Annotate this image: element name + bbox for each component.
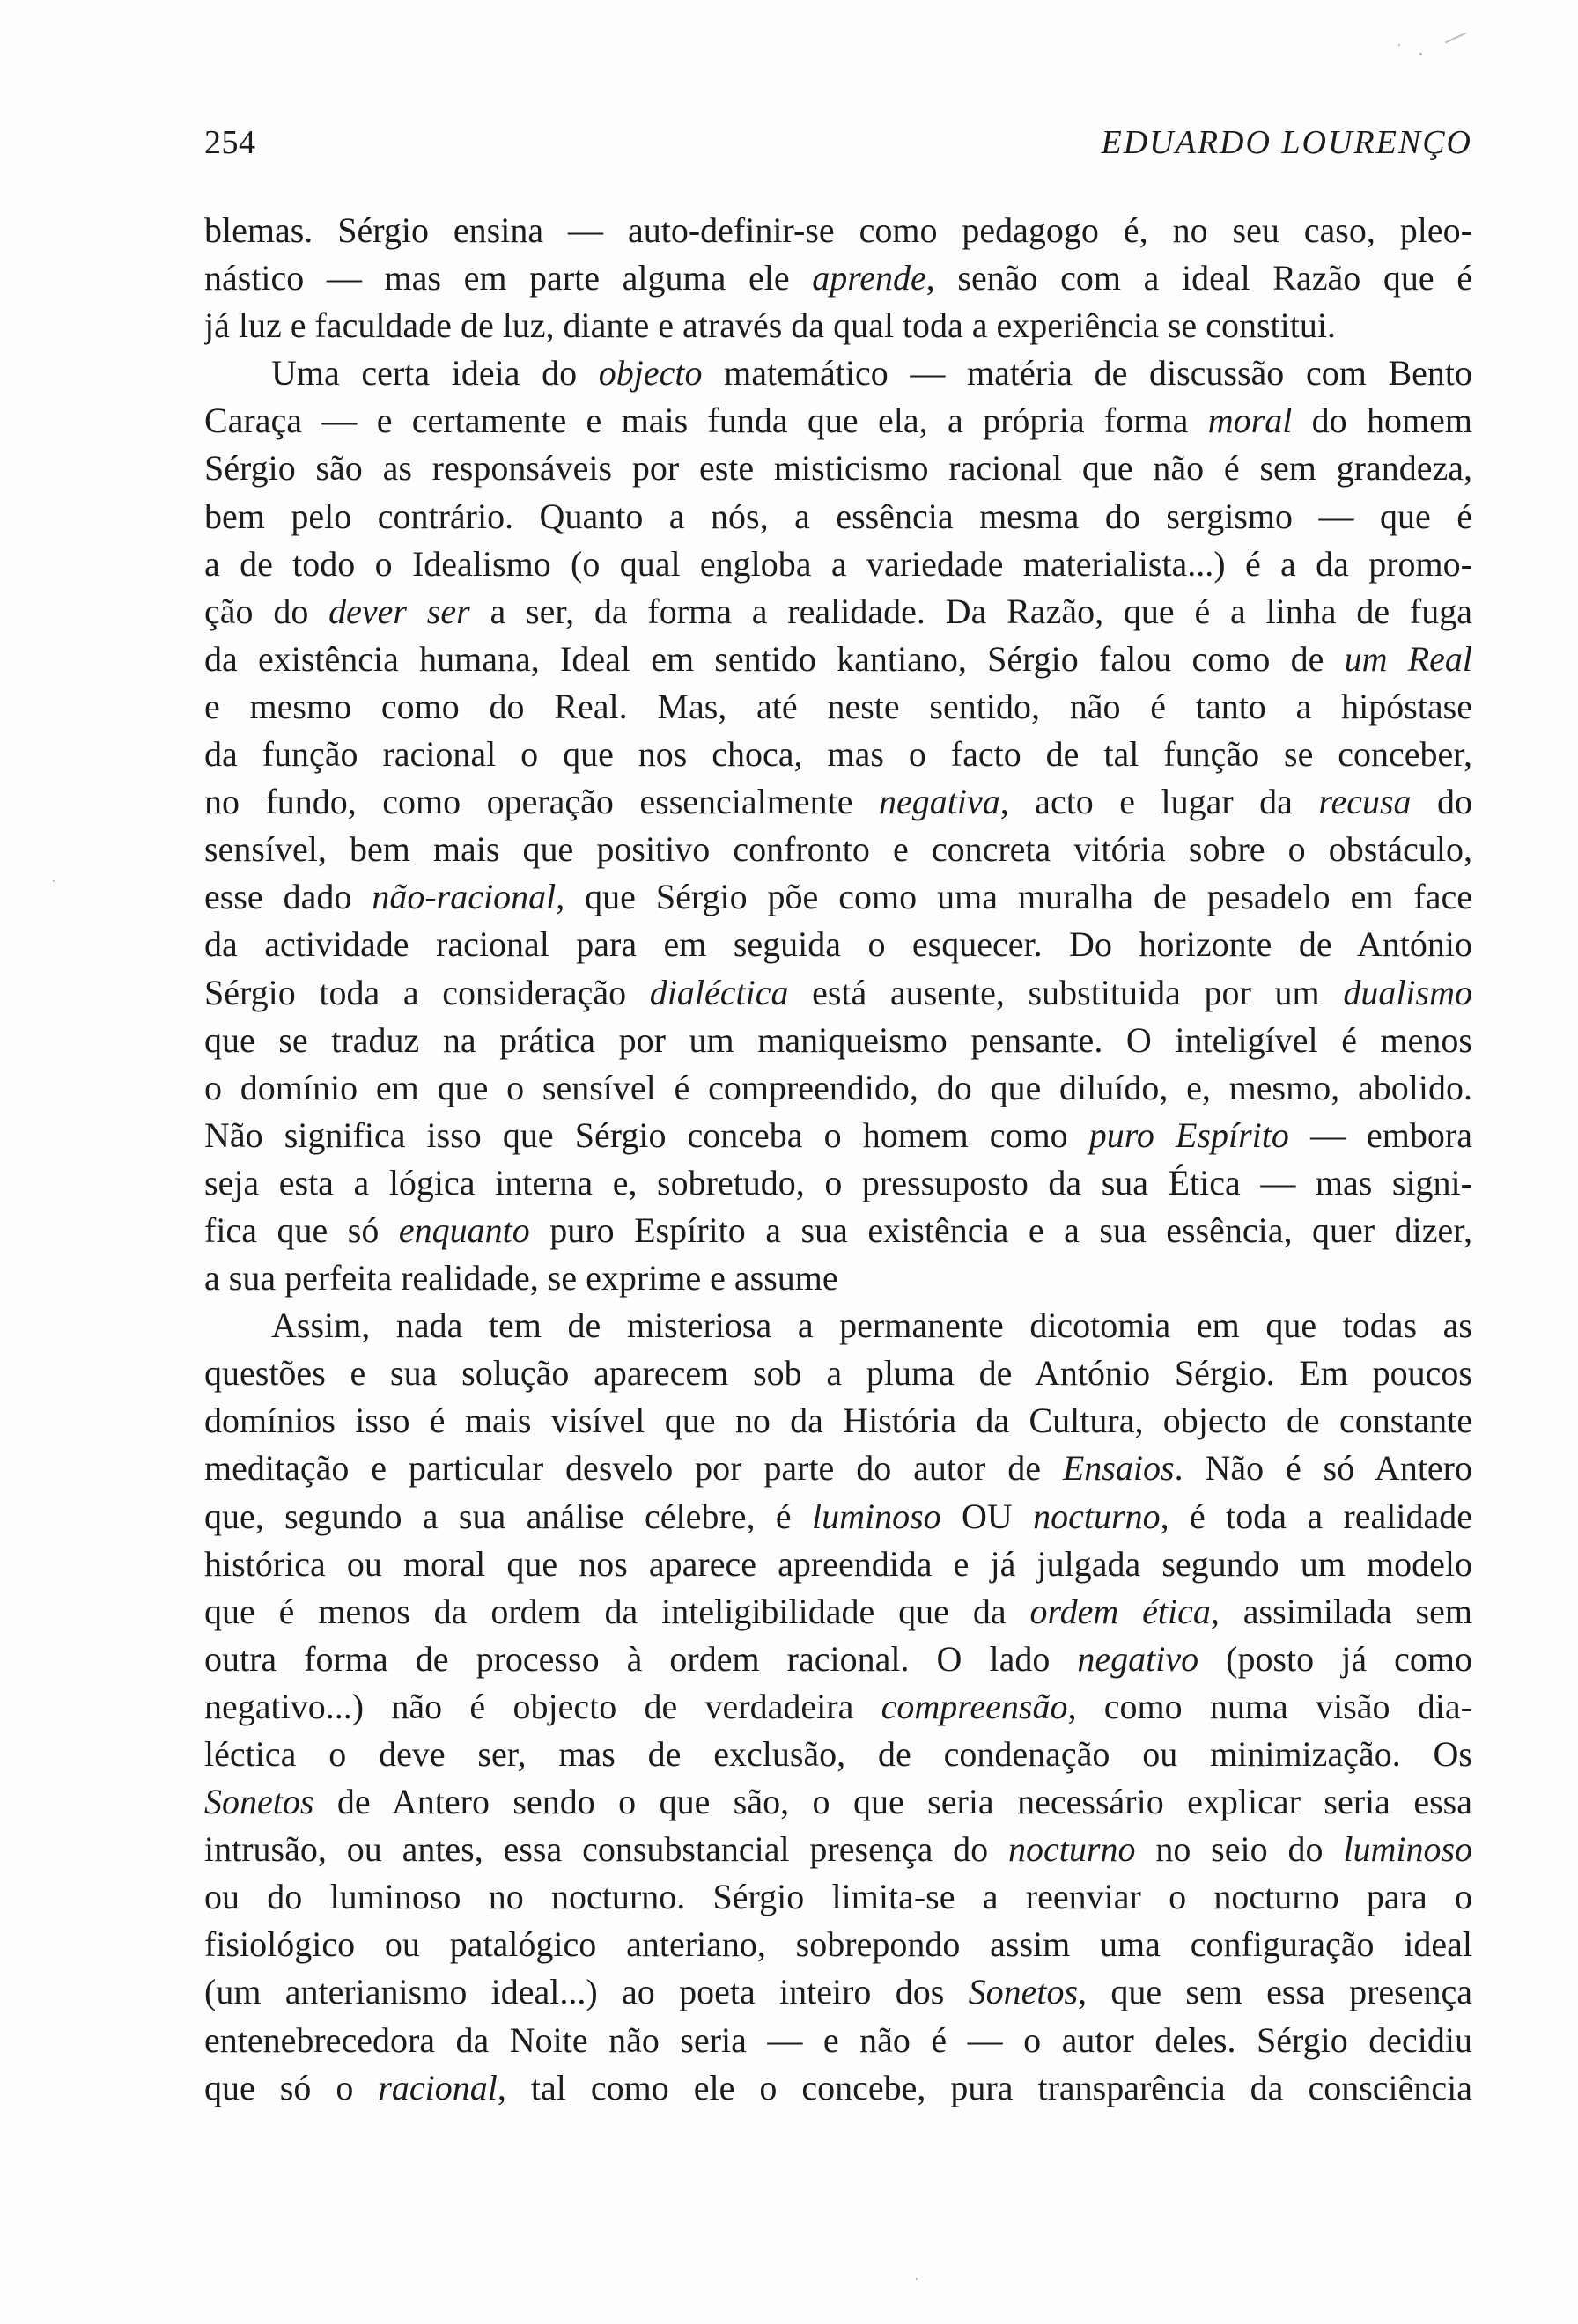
text-line: [204, 207, 1472, 254]
scan-speck: [1419, 53, 1422, 55]
text-line: [204, 826, 1472, 873]
text-line: [204, 731, 1472, 778]
text-line: [204, 1921, 1472, 1968]
text-line: [204, 636, 1472, 683]
text-run: Sérgio são as responsáveis por este misticismo racional que não é sem grandeza,: [204, 448, 1472, 489]
text-line: [204, 541, 1472, 588]
text-run: — embora: [1288, 1114, 1472, 1155]
text-run: da actividade racional para em seguida o esquecer. Do horizonte de António: [204, 924, 1472, 965]
text-line: [204, 1159, 1472, 1207]
text-run: , que Sérgio põe como uma muralha de pesadelo em face: [556, 877, 1472, 917]
text-run: da existência humana, Ideal em sentido kantiano, Sérgio falou como de: [204, 638, 1345, 679]
italic-text: negativo: [1077, 1638, 1199, 1679]
text-line: [204, 1826, 1472, 1873]
italic-text: dialéctica: [649, 972, 789, 1012]
text-line: [204, 349, 1472, 397]
italic-text: não-racional: [372, 877, 557, 917]
text-run: Caraça — e certamente e mais funda que ela, a própria forma: [204, 401, 1208, 441]
text-line: [204, 1731, 1472, 1778]
text-run: histórica ou moral que nos aparece apreendida e já julgada segundo um modelo: [204, 1543, 1472, 1584]
text-line: [204, 1017, 1472, 1064]
text-line: [204, 1397, 1472, 1445]
text-line: [204, 1778, 1472, 1826]
text-line: [204, 397, 1472, 445]
text-run: esse dado: [204, 877, 372, 917]
text-run: do: [1411, 782, 1472, 822]
text-run: do homem: [1292, 401, 1472, 441]
text-line: [204, 1207, 1472, 1254]
text-line: [204, 1350, 1472, 1397]
text-run: Uma certa ideia do: [271, 353, 599, 393]
text-line: [204, 445, 1472, 492]
text-run: que se traduz na prática por um maniqueismo pensante. O inteligível é menos: [204, 1019, 1472, 1060]
text-run: blemas. Sérgio ensina — auto-definir-se como pedagogo é, no seu caso, pleo-: [204, 210, 1472, 250]
italic-text: objecto: [598, 353, 703, 393]
page-header: [204, 123, 1472, 176]
italic-text: dever ser: [328, 591, 470, 631]
text-run: , assimilada sem: [1210, 1591, 1472, 1631]
text-run: sensível, bem mais que positivo confronto e concreta vitória sobre o obstáculo,: [204, 829, 1472, 870]
text-run: matemático — matéria de discussão com Bento: [702, 353, 1472, 393]
text-line: [204, 1112, 1472, 1159]
text-line: [204, 1445, 1472, 1492]
text-run: da função racional o que nos choca, mas o facto de tal função se conceber,: [204, 734, 1472, 775]
text-run: , tal como ele o concebe, pura transparência da consciência: [497, 2067, 1472, 2107]
italic-text: compreensão: [881, 1686, 1068, 1726]
running-head: EDUARDO LOURENÇO: [1101, 124, 1472, 161]
text-line: [204, 1588, 1472, 1636]
italic-text: Ensaios: [1062, 1448, 1175, 1489]
text-run: . Não é só Antero: [1174, 1448, 1472, 1489]
text-run: a de todo o Idealismo (o qual engloba a variedade materialista...) é a da promo-: [204, 543, 1472, 584]
italic-text: luminoso: [1343, 1829, 1472, 1870]
italic-text: recusa: [1318, 782, 1412, 822]
text-run: intrusão, ou antes, essa consubstancial presença do: [204, 1829, 1009, 1870]
italic-text: moral: [1207, 401, 1293, 441]
text-run: (posto já como: [1198, 1638, 1472, 1679]
scan-speck: [916, 2278, 918, 2280]
text-run: já luz e faculdade de luz, diante e através da qual toda a experiência se constitui.: [204, 305, 1336, 346]
text-run: a ser, da forma a realidade. Da Razão, que é a linha de fuga: [469, 591, 1472, 631]
page-number: 254: [204, 124, 256, 161]
paragraph-block: [204, 207, 1472, 2112]
text-run: meditação e particular desvelo por parte do autor de: [204, 1448, 1063, 1489]
text-run: de Antero sendo o que são, o que seria necessário explicar seria essa: [313, 1782, 1472, 1822]
text-line: [204, 2064, 1472, 2112]
text-run: e mesmo como do Real. Mas, até neste sentido, não é tanto a hipóstase: [204, 686, 1472, 726]
italic-text: nocturno: [1033, 1496, 1161, 1536]
text-line: [204, 493, 1472, 541]
text-run: domínios isso é mais visível que no da História da Cultura, objecto de constante: [204, 1401, 1472, 1441]
text-run: a sua perfeita realidade, se exprime e assume: [204, 1258, 838, 1298]
text-run: fisiológico ou patalógico anteriano, sobrepondo assim uma configuração ideal: [204, 1924, 1472, 1965]
text-run: , senão com a ideal Razão que é: [925, 258, 1472, 298]
italic-text: aprende: [812, 258, 926, 298]
text-run: puro Espírito a sua existência e a sua essência, quer dizer,: [529, 1210, 1472, 1250]
text-run: que é menos da ordem da inteligibilidade que da: [204, 1591, 1030, 1631]
text-run: léctica o deve ser, mas de exclusão, de condenação ou minimização. Os: [204, 1734, 1472, 1774]
text-line: [204, 969, 1472, 1017]
text-line: [204, 683, 1472, 731]
text-line: [204, 1064, 1472, 1112]
text-line: [204, 1873, 1472, 1921]
italic-text: negativa: [878, 782, 1000, 822]
italic-text: ordem ética: [1029, 1591, 1211, 1631]
body-text: [204, 207, 1472, 2112]
text-run: OU: [940, 1496, 1034, 1536]
text-line: [204, 1968, 1472, 2016]
text-run: Não significa isso que Sérgio conceba o homem como: [204, 1114, 1089, 1155]
text-run: o domínio em que o sensível é compreendido, do que diluído, e, mesmo, abolido.: [204, 1067, 1472, 1107]
italic-text: racional: [378, 2067, 498, 2107]
text-line: [204, 873, 1472, 921]
italic-text: dualismo: [1343, 972, 1472, 1012]
text-run: seja esta a lógica interna e, sobretudo, o pressuposto da sua Ética — mas signi-: [204, 1162, 1472, 1202]
italic-text: um Real: [1344, 638, 1472, 679]
text-run: bem pelo contrário. Quanto a nós, a essência mesma do sergismo — que é: [204, 496, 1472, 536]
italic-text: luminoso: [811, 1496, 941, 1536]
text-run: Assim, nada tem de misteriosa a permanente dicotomia em que todas as: [271, 1305, 1472, 1346]
text-line: [204, 1493, 1472, 1541]
text-line: [204, 302, 1472, 349]
scan-speck: [1445, 33, 1466, 44]
italic-text: Sonetos: [204, 1782, 314, 1822]
text-run: negativo...) não é objecto de verdadeira: [204, 1686, 881, 1726]
text-run: questões e sua solução aparecem sob a pluma de António Sérgio. Em poucos: [204, 1353, 1472, 1394]
text-run: , é toda a realidade: [1160, 1496, 1472, 1536]
text-run: entenebrecedora da Noite não seria — e não é — o autor deles. Sérgio decidiu: [204, 2019, 1472, 2060]
italic-text: enquanto: [398, 1210, 530, 1250]
text-line: [204, 921, 1472, 968]
text-line: [204, 2017, 1472, 2064]
text-run: nástico — mas em parte alguma ele: [204, 258, 813, 298]
text-run: está ausente, substituida por um: [788, 972, 1344, 1012]
text-run: ção do: [204, 591, 329, 631]
text-run: , como numa visão dia-: [1067, 1686, 1472, 1726]
text-line: [204, 254, 1472, 302]
text-run: outra forma de processo à ordem racional. O lado: [204, 1638, 1078, 1679]
italic-text: nocturno: [1008, 1829, 1136, 1870]
text-run: que só o: [204, 2067, 379, 2107]
text-run: , que sem essa presença: [1078, 1972, 1472, 2012]
text-line: [204, 588, 1472, 636]
text-run: no fundo, como operação essencialmente: [204, 782, 879, 822]
text-line: [204, 778, 1472, 826]
text-run: que, segundo a sua análise célebre, é: [204, 1496, 812, 1536]
italic-text: puro Espírito: [1088, 1114, 1289, 1155]
text-line: [204, 1254, 1472, 1302]
text-run: , acto e lugar da: [999, 782, 1319, 822]
text-line: [204, 1541, 1472, 1588]
text-line: [204, 1636, 1472, 1683]
scan-speck: [53, 880, 55, 882]
text-run: no seio do: [1135, 1829, 1344, 1870]
text-run: ou do luminoso no nocturno. Sérgio limita-se a reenviar o nocturno para o: [204, 1877, 1472, 1917]
text-run: Sérgio toda a consideração: [204, 972, 650, 1012]
italic-text: Sonetos: [968, 1972, 1079, 2012]
text-run: fica que só: [204, 1210, 399, 1250]
scan-speck: [1398, 44, 1400, 46]
text-run: (um anterianismo ideal...) ao poeta inteiro dos: [204, 1972, 969, 2012]
text-line: [204, 1683, 1472, 1731]
text-line: [204, 1302, 1472, 1350]
